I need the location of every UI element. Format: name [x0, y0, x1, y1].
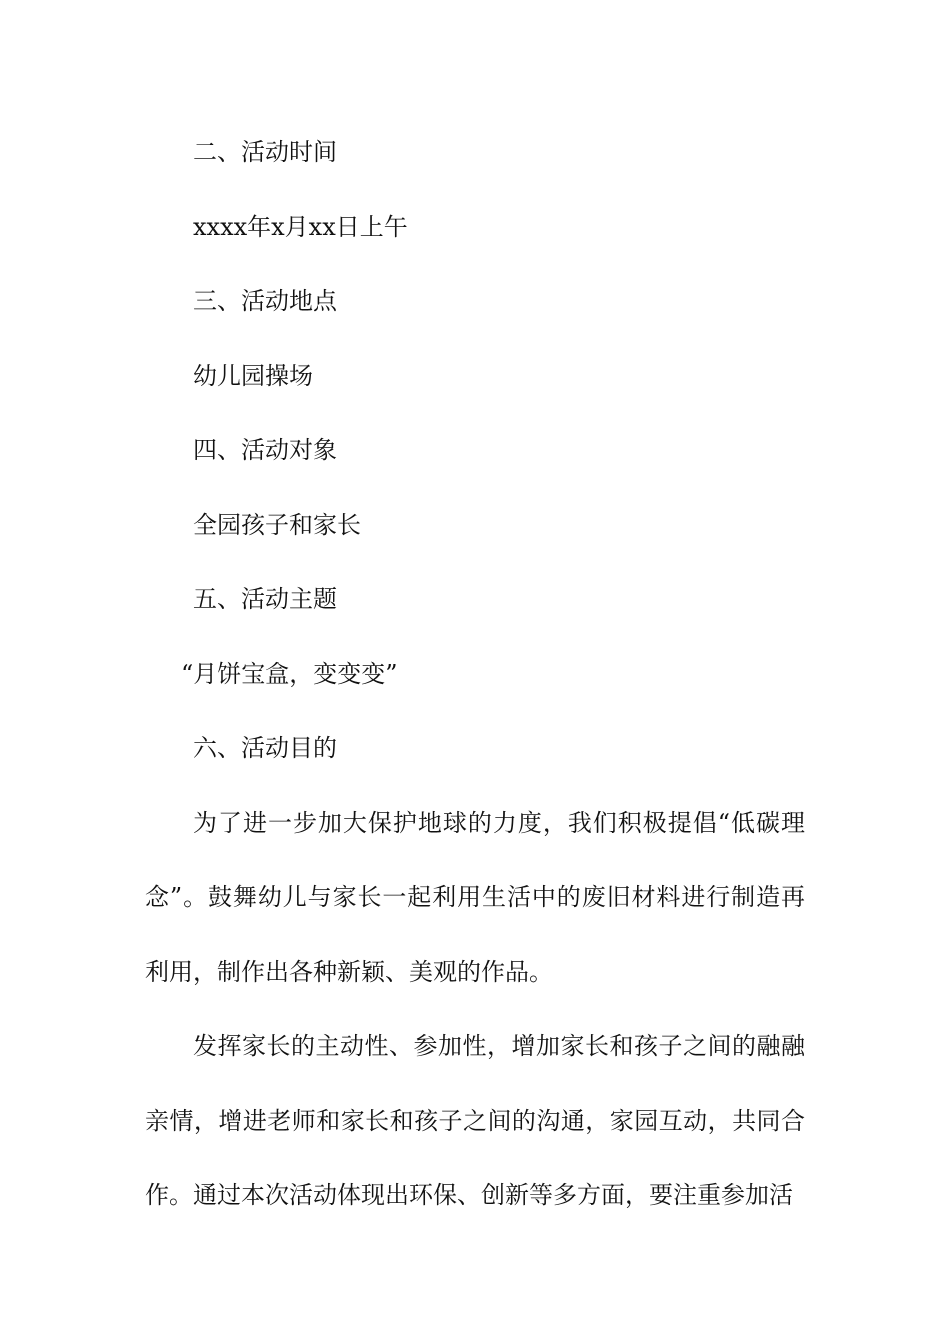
purpose-paragraph-2: 发挥家长的主动性、参加性，增加家长和孩子之间的融融亲情，增进老师和家长和孩子之间的沟通，家园互动，共同合作。通过本次活动体现出环保、创新等多方面，要注重参加活 [145, 1032, 805, 1209]
heading-activity-purpose: 六、活动目的 [193, 734, 337, 762]
purpose-paragraph-1: 为了进一步加大保护地球的力度，我们积极提倡“低碳理念”。鼓舞幼儿与家长一起利用生活中的废旧材料进行制造再利用，制作出各种新颖、美观的作品。 [145, 808, 805, 986]
heading-activity-participants: 四、活动对象 [193, 436, 337, 464]
activity-theme-value: “月饼宝盒，变变变” [181, 659, 398, 688]
activity-participants-value: 全园孩子和家长 [193, 510, 361, 539]
document-body [145, 115, 805, 1233]
heading-activity-location: 三、活动地点 [193, 287, 337, 315]
heading-activity-theme: 五、活动主题 [193, 585, 337, 613]
activity-location-value: 幼儿园操场 [193, 361, 313, 390]
activity-time-value: xxxx年x月xx日上午 [193, 212, 408, 241]
heading-activity-time: 二、活动时间 [193, 138, 337, 166]
